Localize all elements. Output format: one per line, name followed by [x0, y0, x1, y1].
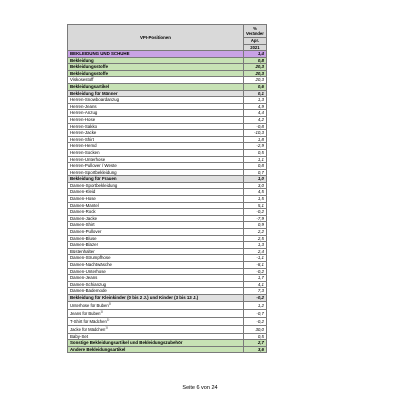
table-row	[68, 288, 267, 295]
table-row	[68, 196, 267, 203]
row-label-text: Büstenhalter	[70, 248, 95, 254]
row-label-text: Damen-Pullover	[70, 229, 102, 235]
row-value: 2,7	[243, 340, 266, 347]
table-row	[68, 156, 267, 163]
row-label	[68, 222, 244, 229]
row-label	[68, 255, 244, 262]
row-label	[68, 235, 244, 242]
footnote-marker: 1)	[108, 301, 112, 306]
footnote-marker: 1)	[105, 325, 108, 330]
header-col-year: 2021	[243, 44, 266, 51]
row-label-text: Damen-Bademode	[70, 288, 107, 294]
row-label-text: Damen-Schianzug	[70, 281, 107, 287]
row-label-text: Damen-Mantel	[70, 202, 99, 208]
row-value: 1,3	[243, 242, 266, 249]
table-row	[68, 130, 267, 137]
table-row	[68, 77, 267, 84]
row-label-text: Herren-Anzug	[70, 110, 98, 116]
header-label: VPI-Positionen	[68, 25, 244, 51]
row-label	[68, 288, 244, 295]
table-row	[68, 229, 267, 236]
row-label-text: Damen-Rock	[70, 209, 96, 215]
footnote-marker: 1)	[106, 317, 110, 322]
row-value: 1,1	[243, 156, 266, 163]
row-label	[68, 116, 244, 123]
row-value: -0,8	[243, 123, 266, 130]
row-label-text: Bekleidung für Männer	[70, 90, 118, 96]
row-label-text: Herren-Pullover / Weste	[70, 163, 117, 169]
row-label	[68, 103, 244, 110]
table-row	[68, 83, 267, 90]
row-label	[68, 70, 244, 77]
table-row	[68, 57, 267, 64]
table-row	[68, 176, 267, 183]
row-value: 0,1	[243, 90, 266, 97]
table-row	[68, 202, 267, 209]
row-label-text: Damen-Unterhose	[70, 268, 106, 274]
row-label-text: Herren-Hose	[70, 116, 96, 122]
row-value: 4,5	[243, 189, 266, 196]
table-row	[68, 309, 267, 317]
row-label-text: Herren-Shirt	[70, 136, 94, 142]
row-label-text: Viskosestoff	[70, 77, 94, 83]
row-value: -8,1	[243, 262, 266, 269]
row-label-text: Damen-Kleid	[70, 189, 96, 195]
row-label	[68, 51, 244, 58]
row-value: -1,1	[243, 255, 266, 262]
table-row	[68, 235, 267, 242]
header-col-title: % Veränder	[243, 25, 266, 38]
row-label-text: BEKLEIDUNG UND SCHUHE	[70, 51, 130, 56]
row-label-text: Jeans für Buben	[70, 310, 101, 316]
row-label-text: Herren-Socken	[70, 149, 100, 155]
row-value: 0,6	[243, 83, 266, 90]
row-value: 1,2	[243, 301, 266, 309]
table-row	[68, 103, 267, 110]
row-label	[68, 202, 244, 209]
row-label-text: Damen-Nachtwäsche	[70, 262, 112, 267]
table-row	[68, 262, 267, 269]
row-value: 4,2	[243, 116, 266, 123]
row-value: 2,4	[243, 248, 266, 255]
table-row	[68, 209, 267, 216]
row-label	[68, 215, 244, 222]
row-value: -2,9	[243, 143, 266, 150]
table-row	[68, 97, 267, 104]
table-header	[68, 25, 267, 51]
row-value: 3,0	[243, 182, 266, 189]
row-label-text: Bekleidungsartikel	[70, 83, 110, 89]
row-value: 0,9	[243, 222, 266, 229]
table-row	[68, 116, 267, 123]
row-label	[68, 309, 244, 317]
table-row	[68, 301, 267, 309]
row-label	[68, 317, 244, 325]
table-row	[68, 70, 267, 77]
row-label	[68, 123, 244, 130]
row-label-text: Damen-Hose	[70, 196, 96, 202]
table-body	[68, 51, 267, 353]
table-row	[68, 346, 267, 353]
row-value: -0,2	[243, 294, 266, 301]
row-label	[68, 130, 244, 137]
row-value: 1,5	[243, 196, 266, 203]
row-label-text: Bekleidungsstoffe	[70, 70, 109, 76]
row-label	[68, 340, 244, 347]
row-label	[68, 229, 244, 236]
row-label	[68, 301, 244, 309]
row-label	[68, 143, 244, 150]
row-label-text: Jacke für Mädchen	[70, 326, 106, 332]
row-value: -7,9	[243, 215, 266, 222]
row-label	[68, 57, 244, 64]
row-label	[68, 149, 244, 156]
row-value: 0,5	[243, 149, 266, 156]
table-row	[68, 64, 267, 71]
header-col-sub: Apr.	[243, 38, 266, 45]
table-row	[68, 325, 267, 333]
table-row	[68, 215, 267, 222]
row-label	[68, 346, 244, 353]
row-label	[68, 209, 244, 216]
table-row	[68, 182, 267, 189]
row-value: -0,2	[243, 317, 266, 325]
row-label-text: Herren-Sakko	[70, 123, 98, 129]
table-row	[68, 333, 267, 340]
row-value: 2,2	[243, 229, 266, 236]
row-label-text: Bekleidung für Kleinkinder (0 bis 2 J.) und Kinder (3 bis 13 J.)	[70, 294, 199, 300]
table-row	[68, 340, 267, 347]
row-value: -0,2	[243, 209, 266, 216]
row-label	[68, 242, 244, 249]
row-label-text: Bekleidung	[70, 57, 94, 63]
row-label	[68, 248, 244, 255]
row-label-text: Herren-Hemd	[70, 143, 97, 149]
row-value: 1,7	[243, 275, 266, 282]
row-value: 0,5	[243, 333, 266, 340]
row-value: 0,7	[243, 169, 266, 176]
row-label	[68, 294, 244, 301]
row-value: 20,3	[243, 77, 266, 84]
row-label	[68, 262, 244, 269]
row-label-text: Unterhose für Buben	[70, 302, 109, 308]
row-label-text: Damen-Sportbekleidung	[70, 182, 118, 188]
table-row	[68, 149, 267, 156]
table-row	[68, 51, 267, 58]
row-value: 30,0	[243, 325, 266, 333]
table-row	[68, 248, 267, 255]
row-label-text: Bekleidungsstoffe	[70, 64, 109, 70]
row-value: 20,3	[243, 64, 266, 71]
row-value: -0,7	[243, 309, 266, 317]
row-label-text: Sonstige Bekleidungsartikel und Bekleidungszubehör	[70, 340, 183, 346]
table-row	[68, 163, 267, 170]
row-value: -0,2	[243, 268, 266, 275]
row-label	[68, 90, 244, 97]
table-row	[68, 317, 267, 325]
row-label	[68, 196, 244, 203]
table-row	[68, 110, 267, 117]
row-value: 20,3	[243, 70, 266, 77]
table-row	[68, 275, 267, 282]
row-label-text: Herren-Jeans	[70, 103, 97, 109]
row-label-text: Herren-Snowboardanzug	[70, 97, 120, 103]
row-label	[68, 325, 244, 333]
row-label	[68, 77, 244, 84]
row-label-text: Damen-Bluse	[70, 235, 97, 241]
row-label-text: Herren-Jacke	[70, 130, 97, 136]
row-label	[68, 110, 244, 117]
row-label	[68, 156, 244, 163]
row-label	[68, 163, 244, 170]
row-value: 0,8	[243, 57, 266, 64]
table-row	[68, 90, 267, 97]
row-label	[68, 97, 244, 104]
row-value: 4,4	[243, 110, 266, 117]
table-row	[68, 136, 267, 143]
table-row	[68, 222, 267, 229]
row-label-text: Baby-Set	[70, 333, 89, 339]
footnote-marker: 1)	[100, 309, 103, 314]
row-value: 7,3	[243, 288, 266, 295]
row-label	[68, 281, 244, 288]
row-value: 1,4	[243, 51, 266, 58]
row-label	[68, 83, 244, 90]
table-row	[68, 255, 267, 262]
table-row	[68, 281, 267, 288]
row-label-text: Herren-Sportbekleidung	[70, 169, 117, 175]
row-label	[68, 182, 244, 189]
row-label-text: Damen-Strumpfhose	[70, 255, 111, 261]
row-label	[68, 176, 244, 183]
table-row	[68, 169, 267, 176]
row-label	[68, 268, 244, 275]
row-value: 3,6	[243, 346, 266, 353]
table-row	[68, 123, 267, 130]
cpi-table	[67, 24, 267, 353]
table-row	[68, 143, 267, 150]
row-value: 1,8	[243, 136, 266, 143]
page-number: Seite 6 von 24	[182, 385, 218, 391]
table-row	[68, 268, 267, 275]
row-label-text: Damen-Jacke	[70, 215, 98, 221]
row-value: -10,3	[243, 130, 266, 137]
table-row	[68, 294, 267, 301]
row-label-text: T-Shirt für Mädchen	[70, 318, 107, 324]
row-value: 0,8	[243, 163, 266, 170]
table-row	[68, 189, 267, 196]
table-row	[68, 242, 267, 249]
row-label-text: Andere Bekleidungsartikel	[70, 346, 126, 352]
row-value: 1,0	[243, 176, 266, 183]
row-label-text: Damen-Blazer	[70, 242, 99, 248]
row-label-text: Damen-Shirt	[70, 222, 95, 228]
row-label	[68, 189, 244, 196]
row-label	[68, 169, 244, 176]
row-label-text: Herren-Unterhose	[70, 156, 106, 162]
row-value: 1,3	[243, 97, 266, 104]
row-value: 4,9	[243, 103, 266, 110]
row-value: 4,1	[243, 281, 266, 288]
row-label	[68, 333, 244, 340]
row-label	[68, 275, 244, 282]
row-label-text: Bekleidung für Frauen	[70, 176, 117, 182]
row-label	[68, 136, 244, 143]
row-label-text: Damen-Jeans	[70, 275, 98, 281]
row-label	[68, 64, 244, 71]
row-value: 5,1	[243, 202, 266, 209]
row-value: 2,5	[243, 235, 266, 242]
